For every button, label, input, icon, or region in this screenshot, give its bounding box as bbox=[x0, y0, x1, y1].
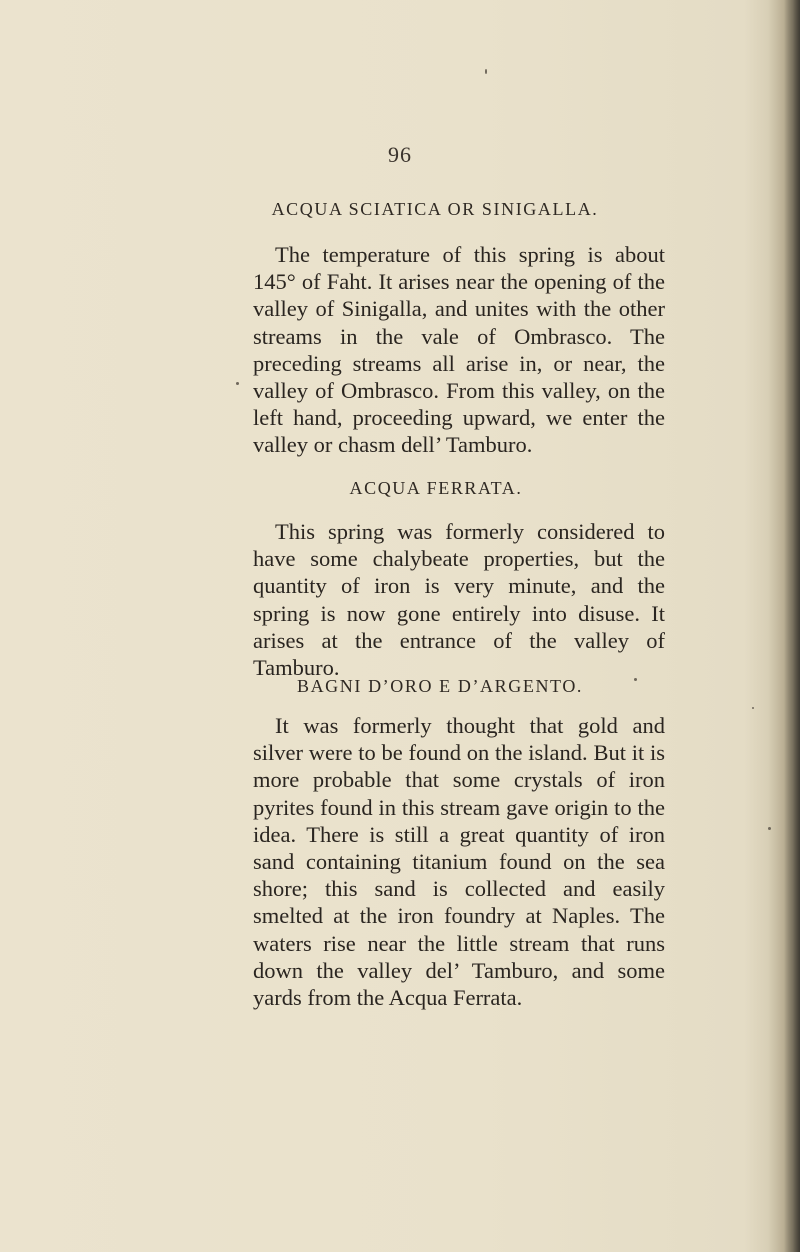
section-heading-bagni-doro: BAGNI D’ORO E D’ARGENTO. bbox=[296, 676, 584, 696]
section-text-acqua-ferrata: This spring was formerly considered to have some chalybeate properties, but the quantity of iron is very minute, and the spring is now gone entirely into disuse. It arises at the entrance of the valley of Tamburo. bbox=[253, 519, 665, 681]
section-text-bagni-doro: It was formerly thought that gold and silver were to be found on the island. But it is more probable that some crystals of iron pyrites found in this stream gave origin to the idea. There is still a great quantity of iron sand containing titanium found on the sea shore; this sand is collected and easily smelted at the iron foundry at Naples. The waters rise near the little stream that runs down the valley del’ Tamburo, and some yards from the Acqua Ferrata. bbox=[253, 713, 665, 1011]
section-heading-acqua-ferrata: ACQUA FERRATA. bbox=[349, 478, 523, 498]
section-text-acqua-sciatica: The temperature of this spring is about 145° of Faht. It arises near the opening of the valley of Sinigalla, and unites with the other streams in the vale of Ombrasco. The preceding streams all arise in, or near, the valley of Ombrasco. From this valley, on the left hand, proceeding upward, we enter the valley or chasm dell’ Tamburo. bbox=[253, 242, 665, 458]
page-binding-shadow bbox=[784, 0, 800, 1252]
section-heading-acqua-sciatica: ACQUA SCIATICA OR SINIGALLA. bbox=[271, 199, 599, 219]
page-number: 96 bbox=[388, 142, 412, 167]
